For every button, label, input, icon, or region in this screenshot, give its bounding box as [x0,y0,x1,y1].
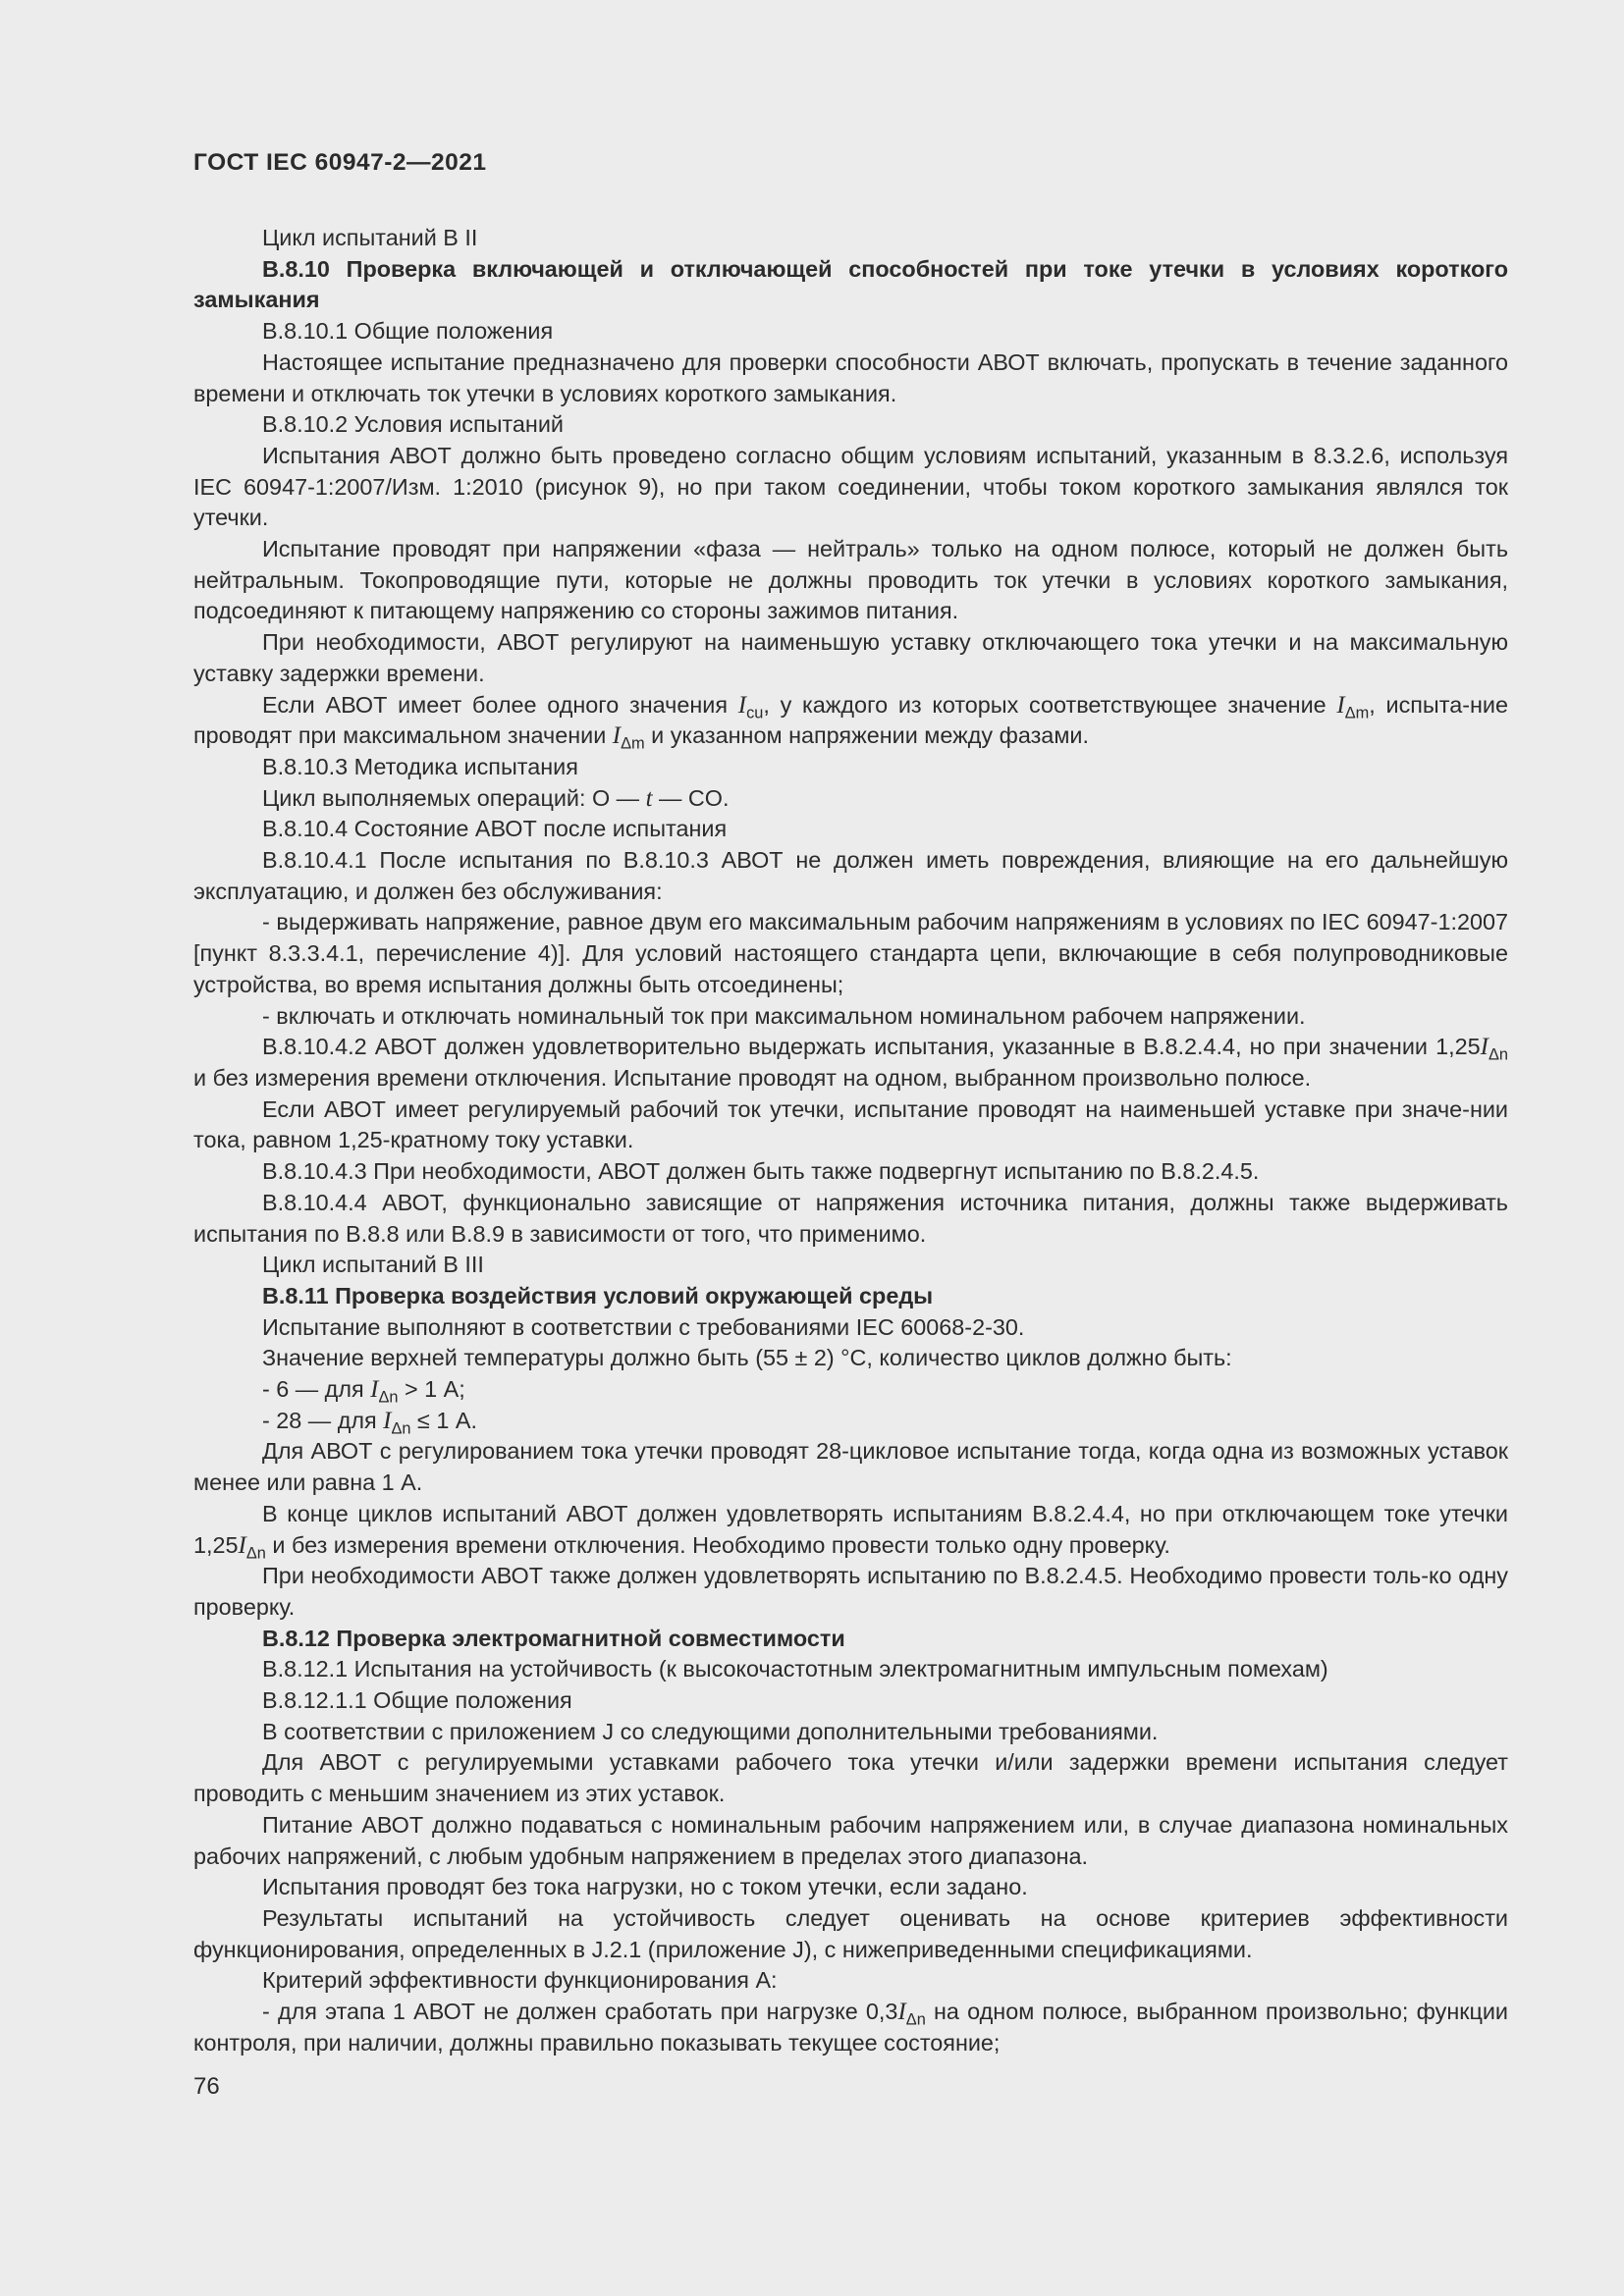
text-run: , испыта-ние проводят при максимальном значении [193,691,1508,749]
paragraph [193,783,1508,815]
subsection-heading: B.8.10.4 Состояние АВОТ после испытания [262,816,728,842]
text-run: - для этапа 1 АВОТ не должен сработать при нагрузке 0,3 [262,1999,898,2025]
paragraph: При необходимости, АВОТ регулируют на наименьшую уставку отключающего тока утечки и на максимальную уставку задержки времени. [193,629,1508,686]
paragraph: Испытания проводят без тока нагрузки, но с током утечки, если задано. [262,1874,1028,1900]
paragraph: В соответствии с приложением J со следующими дополнительными требованиями. [262,1718,1159,1744]
section-heading: B.8.12 Проверка электромагнитной совместимости [262,1625,845,1651]
math-symbol [737,691,764,722]
text-run: и без измерения времени отключения. Испытание проводят на одном, выбранном произвольно полюсе. [193,1064,1312,1091]
math-symbol [897,1999,926,2029]
subscript: Δn [245,1544,266,1563]
subsection-heading: B.8.10.1 Общие положения [262,318,554,345]
subscript: Δn [905,2010,926,2029]
subsection-heading: B.8.10.2 Условия испытаний [262,411,564,438]
math-symbol [383,1407,411,1438]
math-symbol [612,722,645,753]
paragraph: Результаты испытаний на устойчивость следует оценивать на основе критериев эффективности функционирования, определенных в J.2.1 (приложение J), с нижеприведенными спецификациями. [193,1904,1508,1962]
paragraph: B.8.10.4.4 АВОТ, функционально зависящие от напряжения источника питания, должны также выдерживать испытания по B.8.8 или B.8.9 в зависимости от того, что применимо. [193,1189,1508,1247]
subscript: cu [746,704,764,722]
subsection-heading: B.8.12.1.1 Общие положения [262,1687,572,1714]
list-item [193,1374,1508,1406]
text-run: Если АВОТ имеет более одного значения [262,691,738,718]
text-run: > 1 А; [398,1376,465,1403]
paragraph: B.8.10.4.3 При необходимости, АВОТ должен быть также подвергнут испытанию по B.8.2.4.5. [262,1158,1260,1185]
paragraph [193,1032,1508,1094]
subscript: Δn [378,1388,399,1407]
paragraph: Для АВОТ с регулируемыми уставками рабочего тока утечки и/или задержки времени испытания следует проводить с меньшим значением из этих уставок. [193,1749,1508,1807]
symbol-i: I [238,1531,246,1559]
paragraph: Значение верхней температуры должно быть (55 ± 2) °C, количество циклов должно быть: [262,1345,1232,1371]
subscript: Δn [391,1419,411,1438]
text-run: В конце циклов испытаний АВОТ должен удовлетворять испытаниям B.8.2.4.4, но при отключающем токе утечки 1,25 [193,1500,1508,1558]
section-heading: B.8.11 Проверка воздействия условий окружающей среды [262,1282,934,1308]
text-run: ≤ 1 А. [410,1407,477,1433]
paragraph: Питание АВОТ должно подаваться с номинальным рабочим напряжением или, в случае диапазона номинальных рабочих напряжений, с любым удобным напряжением в пределах этого диапазона. [193,1811,1508,1869]
math-symbol [1480,1034,1508,1064]
symbol-i: I [897,1999,906,2026]
text-run: , у каждого из которых соответствующее значение [763,691,1337,718]
list-item [193,1406,1508,1437]
symbol-i: I [370,1376,379,1404]
math-symbol [238,1531,266,1563]
symbol-i: I [612,722,622,750]
paragraph: Испытание проводят при напряжении «фаза — нейтраль» только на одном полюсе, который не должен быть нейтральным. Токопроводящие пути, которые не должны проводить ток утечки в условиях короткого замыкания, подсоединяют к питающему напряжению со стороны зажимов питания. [193,536,1508,624]
text-run: — CO. [652,784,730,811]
paragraph [193,1499,1508,1561]
paragraph [193,690,1508,752]
paragraph: Испытание выполняют в соответствии с требованиями IEC 60068-2-30. [262,1313,1025,1340]
subsection-heading: B.8.10.3 Методика испытания [262,753,578,779]
symbol-i: I [383,1407,392,1434]
text-run: - 28 — для [262,1407,384,1433]
subscript: Δm [1344,704,1370,722]
text-run: B.8.10.4.2 АВОТ должен удовлетворительно выдержать испытания, указанные в B.8.2.4.4, но при значении 1,25 [262,1034,1481,1060]
text-run: и без измерения времени отключения. Необходимо провести только одну проверку. [265,1531,1170,1558]
page-number: 76 [193,2073,220,2100]
subscript: Δm [621,734,645,753]
paragraph: Если АВОТ имеет регулируемый рабочий ток утечки, испытание проводят на наименьшей уставке при значе-нии тока, равном 1,25-кратному току уставки. [193,1095,1508,1153]
math-symbol [370,1376,399,1407]
symbol-i: I [1480,1034,1489,1061]
text-run: на одном полюсе, выбранном произвольно; функции контроля, при наличии, должны правильно показывать текущее состояние; [193,1999,1508,2056]
page-header: ГОСТ IEC 60947-2—2021 [193,149,487,176]
subsection-heading: B.8.12.1 Испытания на устойчивость (к высокочастотным электромагнитным импульсным помехам) [262,1656,1328,1682]
list-item: - включать и отключать номинальный ток при максимальном номинальном рабочем напряжении. [262,1002,1306,1029]
paragraph: Настоящее испытание предназначено для проверки способности АВОТ включать, пропускать в течение заданного времени и отключать ток утечки в условиях короткого замыкания. [193,348,1508,406]
text-run: и указанном напряжении между фазами. [644,722,1089,749]
paragraph: Цикл испытаний B II [262,225,478,250]
paragraph: Для АВОТ с регулированием тока утечки проводят 28-цикловое испытание тогда, когда одна из возможных уставок менее или равна 1 А. [193,1438,1508,1496]
symbol-t: t [645,784,653,812]
section-heading: B.8.10 Проверка включающей и отключающей способностей при токе утечки в условиях короткого замыкания [193,255,1508,313]
list-item [193,1997,1508,2058]
math-symbol [1336,691,1370,722]
text-run: Цикл выполняемых операций: O — [262,784,646,811]
paragraph: Испытания АВОТ должно быть проведено согласно общим условиям испытаний, указанным в 8.3.2.6, используя IEC 60947-1:2007/Изм. 1:2010 (рисунок 9), но при таком соединении, чтобы током короткого замыкания являлся ток утечки. [193,442,1508,531]
subscript: Δn [1488,1046,1508,1064]
paragraph: Критерий эффективности функционирования A: [262,1967,778,1994]
document-body [193,223,1508,2058]
list-item: - выдерживать напряжение, равное двум его максимальным рабочим напряжениям в условиях по IEC 60947-1:2007 [пункт 8.3.3.4.1, перечисление 4)]. Для условий настоящего стандарта цепи, включающие в себя полупроводниковые устройства, во время испытания должны быть отсоединены; [193,909,1508,997]
paragraph: При необходимости АВОТ также должен удовлетворять испытанию по B.8.2.4.5. Необходимо провести толь-ко одну проверку. [193,1563,1508,1620]
paragraph: B.8.10.4.1 После испытания по B.8.10.3 АВОТ не должен иметь повреждения, влияющие на его дальнейшую эксплуатацию, и должен без обслуживания: [193,847,1508,904]
paragraph: Цикл испытаний B III [262,1252,484,1278]
text-run: - 6 — для [262,1376,371,1403]
symbol-i: I [1336,691,1345,719]
symbol-i: I [737,691,747,719]
